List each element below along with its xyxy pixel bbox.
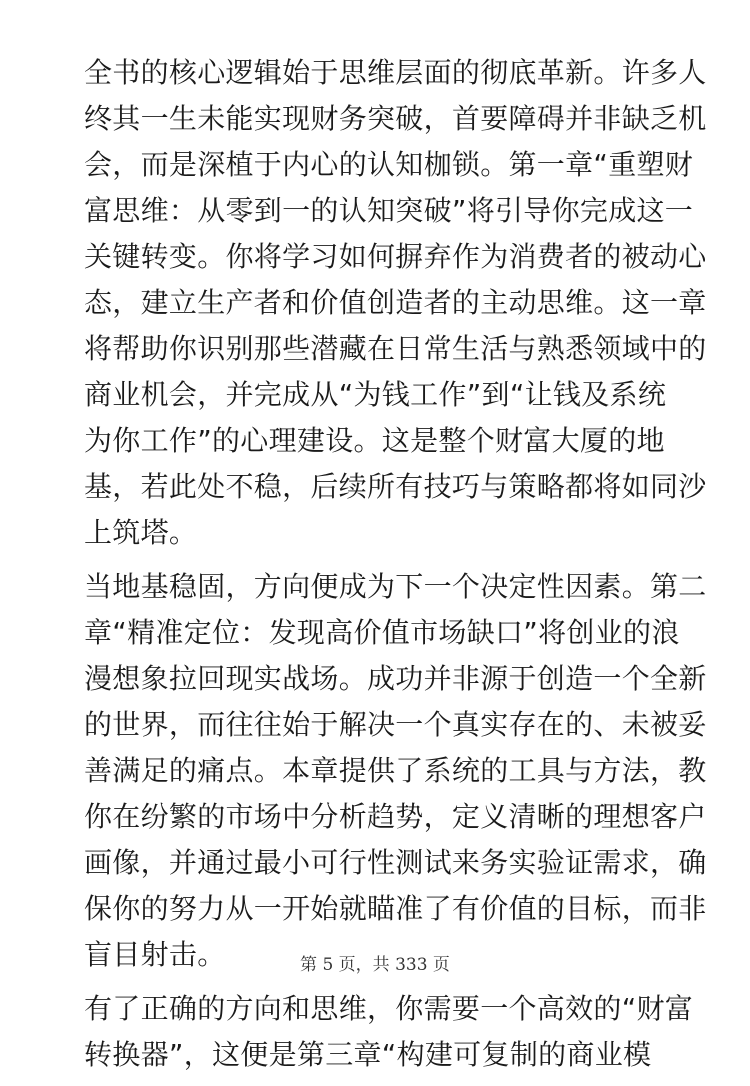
text-line: 保你的努力从一开始就瞄准了有价值的目标，而非 [84, 892, 707, 925]
text-line: 画像，并通过最小可行性测试来务实验证需求，确 [84, 846, 707, 879]
text-line: 关键转变。你将学习如何摒弃作为消费者的被动心 [84, 240, 707, 273]
text-line: 转换器”，这便是第三章“构建可复制的商业模 [84, 1038, 652, 1071]
text-line: 全书的核心逻辑始于思维层面的彻底革新。许多人 [84, 56, 707, 89]
paragraph-2 [84, 564, 707, 978]
text-line: 富思维：从零到一的认知突破”将引导你完成这一 [84, 194, 694, 227]
text-line: 善满足的痛点。本章提供了系统的工具与方法，教 [84, 754, 707, 787]
text-line: 的世界，而往往始于解决一个真实存在的、未被妥 [84, 708, 707, 741]
text-line: 态，建立生产者和价值创造者的主动思维。这一章 [84, 286, 707, 319]
text-line: 章“精准定位：发现高价值市场缺口”将创业的浪 [84, 616, 680, 649]
body-text [84, 50, 707, 1086]
text-line: 上筑塔。 [84, 516, 198, 549]
text-line: 会，而是深植于内心的认知枷锁。第一章“重塑财 [84, 148, 694, 181]
text-line: 将帮助你识别那些潜藏在日常生活与熟悉领域中的 [84, 332, 707, 365]
page-number-footer: 第 5 页，共 333 页 [300, 955, 450, 975]
text-line: 当地基稳固，方向便成为下一个决定性因素。第二 [84, 570, 707, 603]
text-line: 商业机会，并完成从“为钱工作”到“让钱及系统 [84, 378, 667, 411]
text-line: 终其一生未能实现财务突破，首要障碍并非缺乏机 [84, 102, 707, 135]
paragraph-1 [84, 50, 707, 556]
text-line: 为你工作”的心理建设。这是整个财富大厦的地 [84, 424, 665, 457]
text-line: 漫想象拉回现实战场。成功并非源于创造一个全新 [84, 662, 707, 695]
text-line: 有了正确的方向和思维，你需要一个高效的“财富 [84, 992, 694, 1025]
text-line: 盲目射击。 [84, 938, 226, 971]
text-line: 基，若此处不稳，后续所有技巧与策略都将如同沙 [84, 470, 707, 503]
text-line: 你在纷繁的市场中分析趋势，定义清晰的理想客户 [84, 800, 707, 833]
